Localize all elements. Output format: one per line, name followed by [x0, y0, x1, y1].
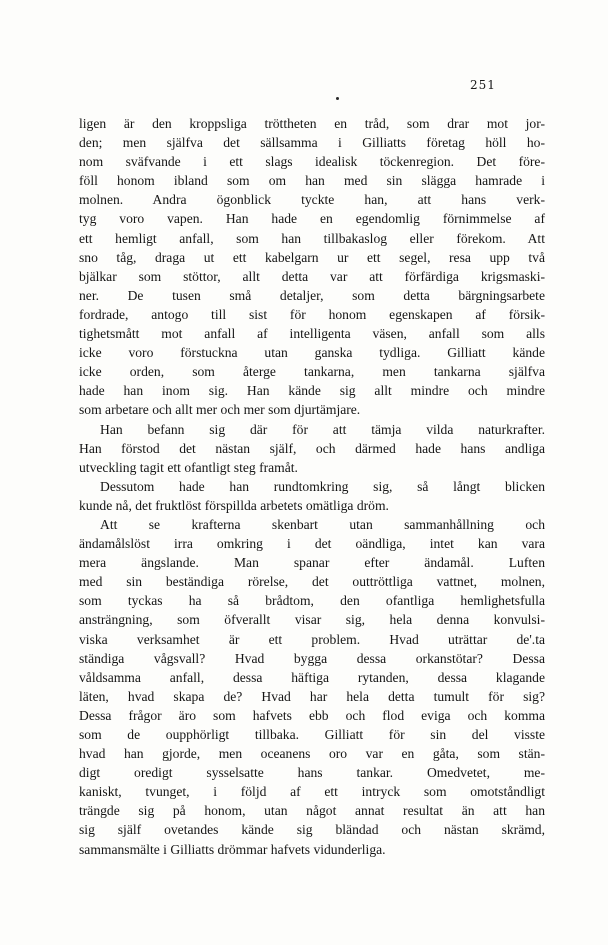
- text-line: ligen är den kroppsliga tröttheten en tråd, som drar mot jor-: [79, 116, 545, 131]
- text-line: som arbetare och allt mer och mer som djurtämjare.: [79, 402, 361, 418]
- text-line: trängde sig på honom, utan något annat resultat än att han: [79, 803, 545, 819]
- text-line: digt oredigt sysselsatte hans tankar. Omedvetet, me-: [79, 765, 545, 781]
- text-line: sig själf ovetandes kände sig bländad och nästan skrämd,: [79, 822, 545, 838]
- text-line: Dessutom hade han rundtomkring sig, så långt blicken: [100, 478, 545, 494]
- text-line: utveckling tagit ett ofantligt steg framåt.: [79, 459, 298, 475]
- text-line: den; men själfva det sällsamma i Gilliatts företag höll ho-: [79, 135, 545, 151]
- text-line: icke voro förstuckna utan ganska tydliga. Gilliatt kände: [79, 345, 545, 361]
- text-line: ändamålslöst irra omkring i det oändliga, intet kan vara: [79, 536, 545, 552]
- text-line: icke orden, som återge tankarna, men tankarna själfva: [79, 364, 545, 380]
- text-line: ett hemligt anfall, som han tillbakaslog eller förekom. Att: [79, 230, 545, 246]
- text-line: föll honom ibland som om han med sin slägga hamrade i: [79, 173, 545, 189]
- text-line: molnen. Andra ögonblick tyckte han, att hans verk-: [79, 192, 545, 208]
- text-line: Att se krafterna skenbart utan sammanhållning och: [100, 516, 545, 532]
- text-line: nom sväfvande i ett slags idealisk töckenregion. Det före-: [79, 154, 545, 170]
- text-line: tighetsmått mot anfall af intelligenta väsen, anfall som alls: [79, 326, 545, 342]
- text-line: Han förstod det nästan själf, och därmed hade hans andliga: [79, 440, 545, 456]
- text-line: bjälkar som stöttor, allt detta var att förfärdiga krigsmaski-: [79, 268, 545, 284]
- text-line: viska verksamhet är ett problem. Hvad uträttar de'.ta: [79, 631, 545, 647]
- text-line: hvad han gjorde, men oceanens oro var en gåta, som stän-: [79, 746, 545, 762]
- print-speck: [336, 97, 339, 100]
- text-line: sammansmälte i Gilliatts drömmar hafvets vidunderliga.: [79, 841, 386, 857]
- text-line: fordrade, antogo till sist för honom egenskapen af försik-: [79, 306, 545, 322]
- text-line: som tyckas ha så brådtom, den ofantliga hemlighetsfulla: [79, 593, 545, 609]
- text-line: ner. De tusen små detaljer, som detta bärgningsarbete: [79, 287, 545, 303]
- text-line: läten, hvad skapa de? Hvad har hela detta tumult för sig?: [79, 688, 545, 704]
- text-line: våldsamma anfall, dessa häftiga rytanden, dessa klagande: [79, 669, 545, 685]
- body-text: [79, 114, 545, 859]
- text-line: hade han inom sig. Han kände sig allt mindre och mindre: [79, 383, 545, 399]
- text-line: mera ängslande. Man spanar efter ändamål. Luften: [79, 555, 545, 571]
- text-line: sno tåg, draga ut ett kabelgarn ur ett segel, resa upp två: [79, 249, 545, 265]
- page-number: 251: [470, 78, 496, 92]
- text-line: med sin beständiga rörelse, det outtröttliga vattnet, molnen,: [79, 574, 545, 590]
- text-line: Han befann sig där för att tämja vilda naturkrafter.: [100, 421, 545, 437]
- text-line: Dessa frågor äro som hafvets ebb och flod eviga och komma: [79, 707, 545, 723]
- text-line: ständiga vågsvall? Hvad bygga dessa orkanstötar? Dessa: [79, 650, 545, 666]
- text-line: tyg voro vapen. Han hade en egendomlig förnimmelse af: [79, 211, 545, 227]
- text-line: ansträngning, som öfverallt visar sig, hela denna konvulsi-: [79, 612, 545, 628]
- text-line: kunde nå, det fruktlöst förspillda arbetets omätliga dröm.: [79, 497, 389, 513]
- text-line: som de oupphörligt tillbaka. Gilliatt för sin del visste: [79, 727, 545, 742]
- text-line: kaniskt, tvunget, i följd af ett intryck som omotståndligt: [79, 784, 545, 800]
